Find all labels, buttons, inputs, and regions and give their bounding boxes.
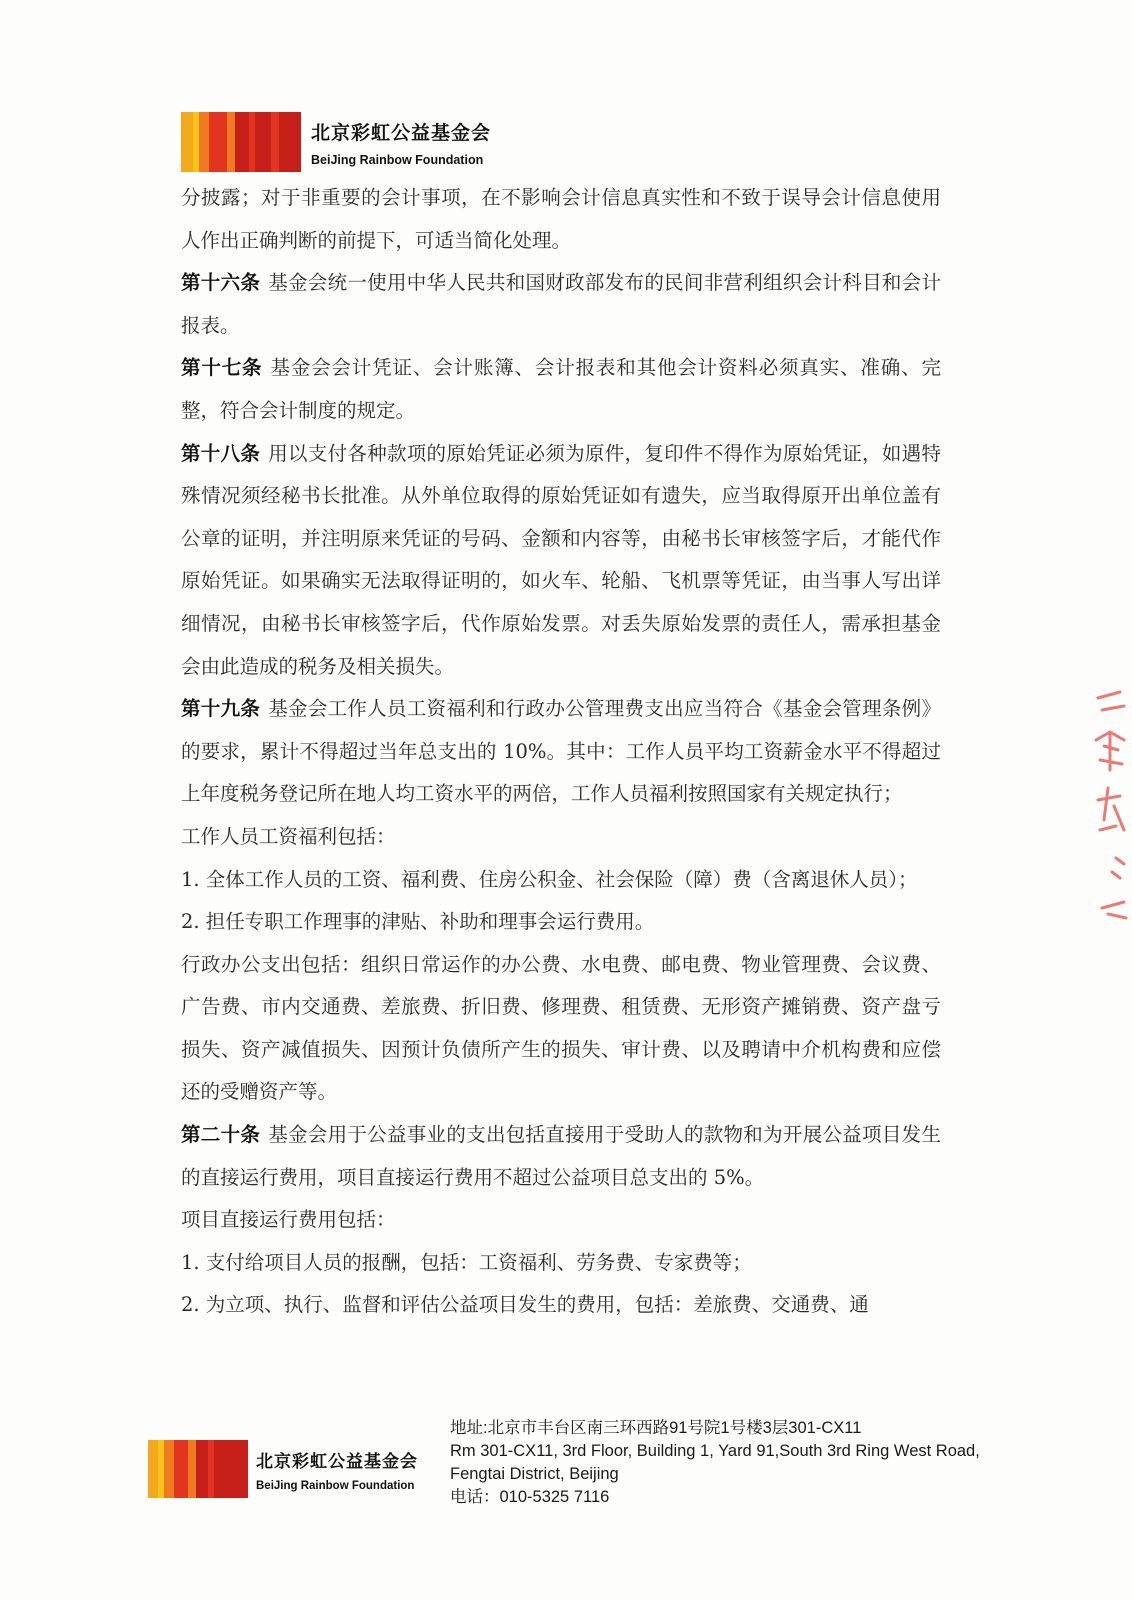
- article-number: 第十六条: [181, 271, 261, 295]
- footer-org-name-cn: 北京彩虹公益基金会: [256, 1451, 418, 1472]
- paragraph: [181, 688, 941, 816]
- footer-address: [450, 1417, 980, 1509]
- paragraph-text: 基金会会计凭证、会计账簿、会计报表和其他会计资料必须真实、准确、完整，符合会计制度的规定。: [181, 356, 941, 422]
- article-number: 第十七条: [181, 356, 263, 380]
- paragraph: [181, 816, 941, 859]
- paragraph: [181, 859, 941, 902]
- address-cn: 地址:北京市丰台区南三环西路91号院1号楼3层301-CX11: [450, 1419, 862, 1437]
- paragraph: [181, 347, 941, 432]
- rainbow-logo-icon: [181, 112, 301, 172]
- paragraph: [181, 433, 941, 689]
- paragraph-text: 项目直接运行费用包括：: [181, 1208, 396, 1232]
- paragraph-text: 2. 担任专职工作理事的津贴、补助和理事会运行费用。: [181, 910, 655, 934]
- header-logo: [181, 112, 491, 172]
- header-org-name-en: BeiJing Rainbow Foundation: [311, 152, 484, 167]
- paragraph: [181, 944, 941, 1114]
- phone: 电话：010-5325 7116: [450, 1488, 610, 1506]
- paragraph-text: 用以支付各种款项的原始凭证必须为原件，复印件不得作为原始凭证，如遇特殊情况须经秘书长批准。从外单位取得的原始凭证如有遗失，应当取得原开出单位盖有公章的证明，并注明原来凭证的号码、金额和内容等，由秘书长审核签字后，才能代作原始凭证。如果确实无法取得证明的，如火车、轮船、飞机票等凭证，由当事人写出详细情况，由秘书长审核签字后，代作原始发票。对丢失原始发票的责任人，需承担基金会由此造成的税务及相关损失。: [181, 441, 941, 678]
- paragraph-text: 1. 全体工作人员的工资、福利费、住房公积金、社会保险（障）费（含离退休人员）；: [181, 867, 918, 891]
- article-number: 第十八条: [181, 441, 261, 465]
- paragraph-text: 工作人员工资福利包括：: [181, 824, 396, 848]
- address-en-line1: Rm 301-CX11, 3rd Floor, Building 1, Yard 91,South 3rd Ring West Road,: [450, 1442, 980, 1460]
- paragraph-text: 基金会用于公益事业的支出包括直接用于受助人的款物和为开展公益项目发生的直接运行费用，项目直接运行费用不超过公益项目总支出的 5%。: [181, 1123, 941, 1189]
- footer-org-name-en: BeiJing Rainbow Foundation: [256, 1479, 415, 1492]
- address-en-line2: Fengtai District, Beijing: [450, 1465, 619, 1483]
- paragraph-text: 基金会工作人员工资福利和行政办公管理费支出应当符合《基金会管理条例》的要求，累计不得超过当年总支出的 10%。其中：工作人员平均工资薪金水平不得超过上年度税务登记所在地人均工资水平的两倍，工作人员福利按照国家有关规定执行；: [181, 697, 941, 806]
- article-number: 第二十条: [181, 1123, 261, 1147]
- paragraph: [181, 1284, 941, 1327]
- seal-stamp-icon: [1090, 680, 1132, 940]
- paragraph: [181, 1114, 941, 1199]
- document-body: [181, 177, 941, 1327]
- paragraph: [181, 901, 941, 944]
- paragraph: [181, 262, 941, 347]
- article-number: 第十九条: [181, 697, 261, 721]
- paragraph-text: 基金会统一使用中华人民共和国财政部发布的民间非营利组织会计科目和会计报表。: [181, 271, 941, 337]
- paragraph-text: 1. 支付给项目人员的报酬，包括：工资福利、劳务费、专家费等；: [181, 1250, 752, 1274]
- header-org-name-cn: 北京彩虹公益基金会: [311, 121, 492, 144]
- paragraph: [181, 177, 941, 262]
- footer-logo: [148, 1440, 418, 1498]
- paragraph-text: 行政办公支出包括：组织日常运作的办公费、水电费、邮电费、物业管理费、会议费、广告费、市内交通费、差旅费、折旧费、修理费、租赁费、无形资产摊销费、资产盘亏损失、资产减值损失、因预计负债所产生的损失、审计费、以及聘请中介机构费和应偿还的受赠资产等。: [181, 952, 941, 1104]
- rainbow-logo-icon: [148, 1440, 248, 1498]
- paragraph: [181, 1242, 941, 1285]
- paragraph: [181, 1199, 941, 1242]
- paragraph-text: 分披露；对于非重要的会计事项，在不影响会计信息真实性和不致于误导会计信息使用人作出正确判断的前提下，可适当简化处理。: [181, 186, 941, 252]
- paragraph-text: 2. 为立项、执行、监督和评估公益项目发生的费用，包括：差旅费、交通费、通: [181, 1293, 869, 1317]
